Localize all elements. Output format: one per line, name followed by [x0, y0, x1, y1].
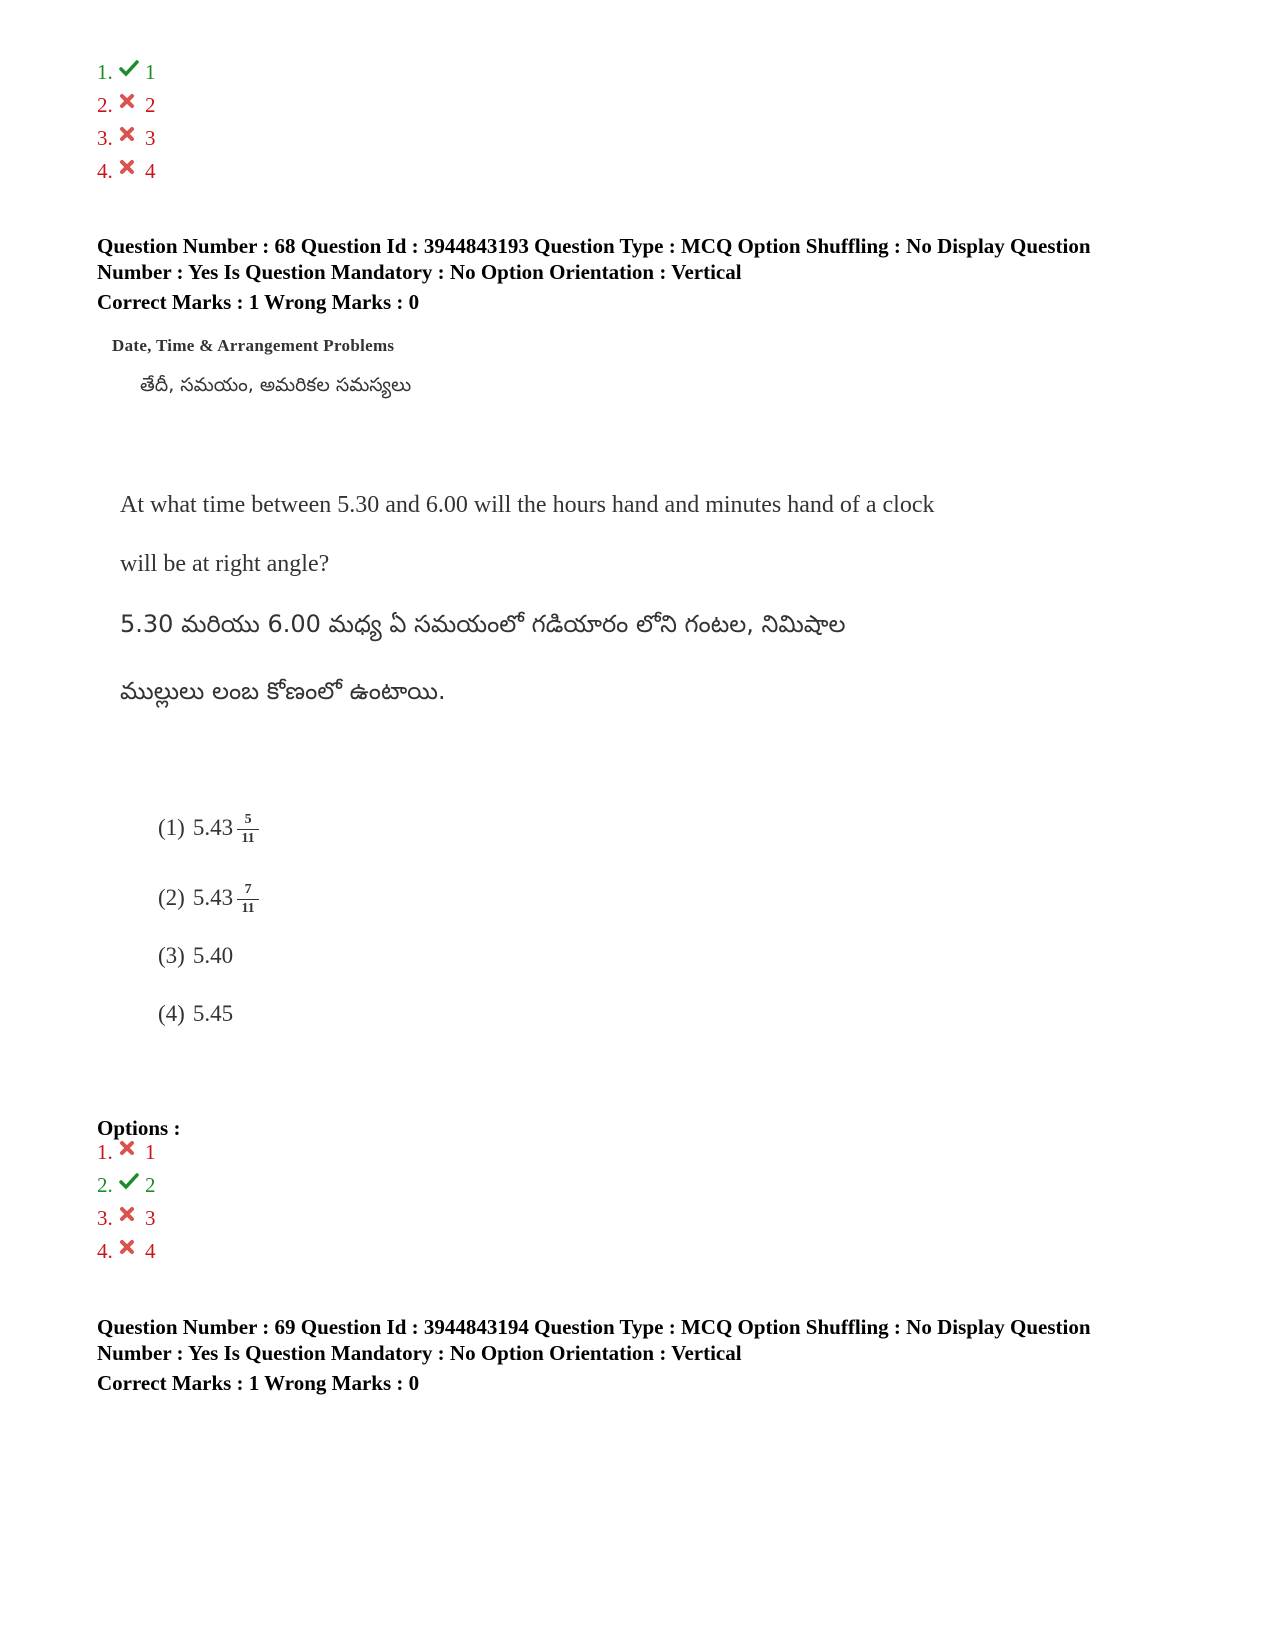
- choice-1: [158, 812, 259, 852]
- question-69-meta: [97, 1314, 1207, 1366]
- meta-line: Number : Yes Is Question Mandatory : No Option Orientation : Vertical: [97, 1341, 742, 1365]
- fraction-denominator: 11: [241, 901, 255, 916]
- option-value: 4: [145, 159, 156, 183]
- choice-value: 5.45: [192, 1001, 234, 1026]
- question-text-english: At what time between 5.30 and 6.00 will the hours hand and minutes hand of a clock: [120, 492, 935, 518]
- fraction-denominator: 11: [241, 831, 255, 846]
- choice-label: (1): [158, 814, 185, 840]
- fraction-numerator: 7: [244, 882, 252, 897]
- q68-option-3: [97, 1202, 156, 1235]
- q68-option-4: [97, 1235, 156, 1268]
- meta-line: Question Number : 69 Question Id : 3944843194 Question Type : MCQ Option Shuffling : No Display Question: [97, 1315, 1091, 1339]
- choice-value: 5.40: [192, 943, 234, 968]
- choice-label: (2): [158, 884, 185, 910]
- q68-options-list: [97, 1136, 156, 1268]
- fraction: [237, 812, 259, 847]
- question-text-telugu-cont: ముల్లులు లంబ కోణంలో ఉంటాయి.: [120, 677, 446, 705]
- topic-telugu: తేదీ, సమయం, అమరికల సమస్యలు: [140, 374, 412, 396]
- option-number: 2.: [97, 93, 113, 117]
- option-value: 2: [145, 1173, 156, 1197]
- meta-line: Number : Yes Is Question Mandatory : No Option Orientation : Vertical: [97, 260, 742, 284]
- fraction-numerator: 5: [244, 812, 252, 827]
- option-number: 1.: [97, 60, 113, 84]
- question-text-english-cont: will be at right angle?: [120, 551, 330, 577]
- fraction: [237, 882, 259, 917]
- choice-2: [158, 882, 259, 922]
- q68-option-1: [97, 1136, 156, 1169]
- option-number: 3.: [97, 126, 113, 150]
- option-number: 3.: [97, 1206, 113, 1230]
- meta-line: Question Number : 68 Question Id : 3944843193 Question Type : MCQ Option Shuffling : No Display Question: [97, 234, 1091, 258]
- question-text-telugu: 5.30 మరియు 6.00 మధ్య ఏ సమయంలో గడియారం లోని గంటల, నిమిషాల: [120, 610, 846, 638]
- option-value: 2: [145, 93, 156, 117]
- fraction-bar: [237, 829, 259, 830]
- prev-options-list: [97, 56, 156, 188]
- choice-3: [158, 943, 233, 983]
- prev-option-2: [97, 89, 156, 122]
- option-number: 4.: [97, 159, 113, 183]
- option-number: 4.: [97, 1239, 113, 1263]
- option-value: 4: [145, 1239, 156, 1263]
- question-69-marks: Correct Marks : 1 Wrong Marks : 0: [97, 1371, 420, 1395]
- question-68-marks: Correct Marks : 1 Wrong Marks : 0: [97, 290, 420, 314]
- topic-english: Date, Time & Arrangement Problems: [112, 336, 395, 355]
- q68-option-2: [97, 1169, 156, 1202]
- option-number: 1.: [97, 1140, 113, 1164]
- choice-4: [158, 1001, 233, 1041]
- choice-label: (4): [158, 1001, 185, 1026]
- prev-option-3: [97, 122, 156, 155]
- question-68-meta: [97, 233, 1207, 285]
- options-title: Options :: [97, 1116, 181, 1140]
- option-value: 3: [145, 126, 156, 150]
- prev-option-1: [97, 56, 156, 89]
- option-value: 1: [145, 60, 156, 84]
- option-number: 2.: [97, 1173, 113, 1197]
- fraction-bar: [237, 899, 259, 900]
- prev-option-4: [97, 155, 156, 188]
- option-value: 1: [145, 1140, 156, 1164]
- choice-value: 5.43: [192, 814, 234, 840]
- choice-label: (3): [158, 943, 185, 968]
- choice-value: 5.43: [192, 884, 234, 910]
- option-value: 3: [145, 1206, 156, 1230]
